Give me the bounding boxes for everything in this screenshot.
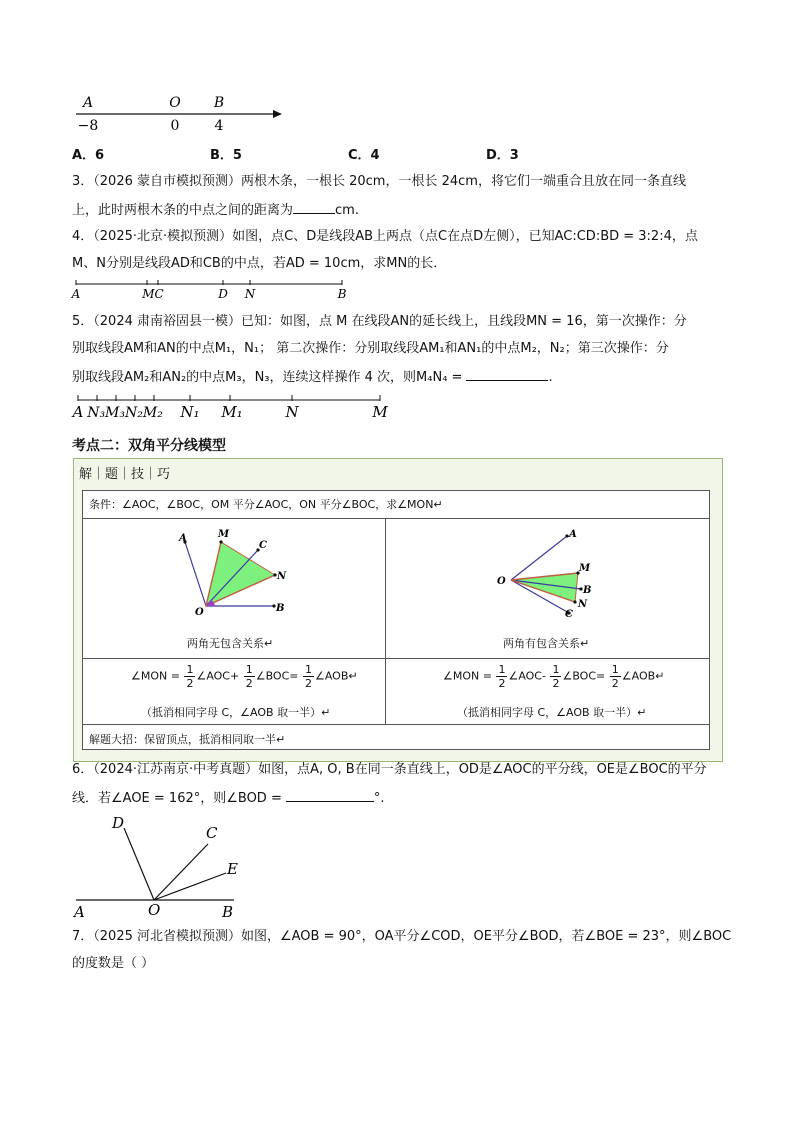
q3-unit: cm. [335,203,359,218]
left-fig-c: C [259,540,267,551]
q6-label-e: E [227,860,238,878]
right-fig-a: A [569,529,577,540]
option-d: D．3 [486,148,519,163]
q6-label-a: A [74,903,85,921]
half-fraction: $\frac{1}{2}$ [186,663,194,690]
number-line-figure [68,92,288,136]
half-fraction: $\frac{1}{2}$ [611,663,619,690]
q4-segment-figure [70,276,360,302]
left-fig-a: A [179,533,187,544]
left-angle-figure [175,527,295,617]
q3-answer-blank[interactable] [293,199,335,214]
q4-label-a: A [71,287,81,301]
nl-label-b: B [213,95,225,111]
q6-angle-figure [70,810,250,922]
right-fig-m: M [579,563,591,574]
left-fig-n: N [277,571,287,582]
option-b: B．5 [210,148,242,163]
tips-condition: 条件：∠AOC，∠BOC，OM 平分∠AOC，ON 平分∠BOC，求∠MON↵ [89,498,443,511]
tips-summary: 解题大招：保留顶点，抵消相同取一半↵ [89,733,286,746]
q6-degree: °. [373,791,385,806]
half-fraction: $\frac{1}{2}$ [552,663,560,690]
left-fig-m: M [218,529,230,540]
q6-label-d: D [112,814,125,832]
nl-tick-b: 4 [214,118,224,134]
right-fig-b: B [583,585,592,596]
q5-answer-blank[interactable] [466,366,548,381]
half-fraction: $\frac{1}{2}$ [245,663,253,690]
row-divider-3 [83,724,709,725]
q4-label-b: B [337,287,347,301]
q5-line2: 别取线段AM和AN的中点M₁，N₁； 第二次操作：分别取线段AM₁和AN₁的中点M₂，N₂；第三次操作：分 [72,341,669,356]
right-formula: ∠MON = $\frac{1}{2}$ ∠AOC- $\frac{1}{2}$ ∠BOC= $\frac{1}{2}$ ∠AOB↵ [443,663,665,690]
right-note: （抵消相同字母 C，∠AOB 取一半）↵ [457,706,647,719]
left-fig-o: O [195,607,204,617]
q5-line1: 5．（2024 肃南裕固县一模）已知：如图，点 M 在线段AN的延长线上，且线段MN = 16，第一次操作：分 [72,314,687,329]
right-fig-n: N [578,599,588,610]
q5-period: . [548,370,553,385]
q5-label-a: A [72,403,84,421]
q5-label-n1: N₁ [180,403,200,421]
q4-label-d: D [218,287,228,301]
q6-label-b: B [222,903,234,921]
q5-label-group: N₃M₃N₂M₂ [87,405,163,421]
col-divider [385,518,386,724]
row-divider-1 [83,518,709,519]
q6-line2-text: 线．若∠AOE = 162°，则∠BOD = [72,791,282,806]
q5-segment-figure [70,392,400,424]
q3-line1: 3．（2026 蒙自市模拟预测）两根木条，一根长 20cm，一根长 24cm，将它们一端重合且放在同一条直线 [72,174,686,189]
nl-label-o: O [169,95,181,111]
tips-table [82,490,710,750]
option-c: C．4 [348,148,380,163]
q6-line1: 6．（2024·江苏南京·中考真题）如图，点A, O, B在同一条直线上，OD是∠AOC的平分线，OE是∠BOC的平分 [72,762,707,777]
q6-label-o: O [148,901,161,919]
q6-answer-blank[interactable] [286,787,374,802]
half-fraction: $\frac{1}{2}$ [304,663,312,690]
q7-line1: 7．（2025 河北省模拟预测）如图，∠AOB = 90°，OA平分∠COD，OE平分∠BOD，若∠BOE = 23°，则∠BOC [72,929,732,944]
section-title: 考点二：双角平分线模型 [72,438,226,454]
right-caption: 两角有包含关系↵ [503,637,590,650]
left-formula: ∠MON = $\frac{1}{2}$ ∠AOC+ $\frac{1}{2}$ ∠BOC= $\frac{1}{2}$ ∠AOB↵ [131,663,358,690]
q4-label-mc: MC [142,287,164,301]
option-a: A．6 [72,148,105,163]
half-fraction: $\frac{1}{2}$ [498,663,506,690]
q3-line2 [72,199,359,221]
left-note: （抵消相同字母 C，∠AOB 取一半）↵ [141,706,331,719]
nl-tick-a: −8 [77,118,99,134]
q3-line2-text: 上，此时两根木条的中点之间的距离为 [72,203,294,218]
right-fig-c: C [565,609,573,617]
q5-label-m: M [372,403,388,421]
q5-label-n: N [285,403,299,421]
row-divider-2 [83,658,709,659]
right-fig-o: O [497,576,506,587]
q6-line2 [72,787,385,809]
q5-line3 [72,366,553,388]
q6-label-c: C [206,824,218,842]
nl-label-a: A [82,95,94,111]
left-caption: 两角无包含关系↵ [187,637,274,650]
tips-label: 解｜题｜技｜巧 [79,467,171,482]
q7-line2: 的度数是（ ） [72,956,155,971]
q4-line2: M、N分别是线段AD和CB的中点，若AD = 10cm，求MN的长． [72,256,447,271]
q4-label-n: N [244,287,256,301]
q4-line1: 4．（2025·北京·模拟预测）如图，点C、D是线段AB上两点（点C在点D左侧），已知AC:CD:BD = 3:2:4，点 [72,229,698,244]
right-angle-figure [495,527,605,617]
left-fig-b: B [276,603,285,614]
q5-line3-text: 别取线段AM₂和AN₂的中点M₃，N₃，连续这样操作 4 次，则M₄N₄ = [72,370,463,385]
q5-label-m1: M₁ [221,403,243,421]
nl-tick-o: 0 [170,118,180,134]
